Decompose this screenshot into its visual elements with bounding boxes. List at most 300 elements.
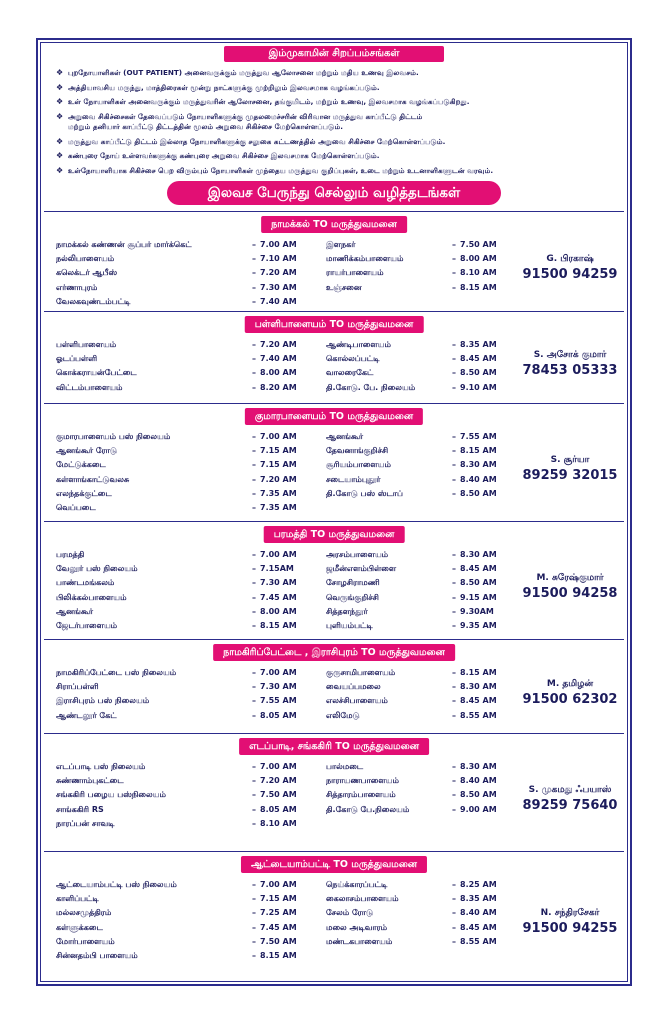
stop-name: சடையாம்புதூர் [326, 474, 381, 484]
diamond-bullet-icon: ❖ [56, 136, 64, 146]
stop-row [326, 281, 516, 295]
stop-time: 7.50 AM [260, 790, 297, 800]
stop-time: 8.45 AM [460, 354, 497, 364]
dash-separator: – [252, 432, 256, 441]
stop-row [56, 548, 316, 562]
diamond-bullet-icon: ❖ [56, 151, 64, 160]
dash-separator: – [452, 254, 456, 264]
stop-row [56, 338, 316, 352]
stop-name: கைலாசம்பாளையம் [326, 894, 399, 904]
feature-item-continued [56, 122, 624, 132]
stop-row [56, 605, 316, 619]
dash-separator: – [452, 682, 456, 692]
dash-separator: – [452, 804, 456, 814]
contact-name: S. முகமது ஃபயாஸ் [528, 785, 612, 795]
stop-name: சித்தாரம்பாளையம் [326, 790, 396, 800]
dash-separator: – [452, 776, 456, 786]
stop-row [56, 935, 316, 949]
dash-separator: – [252, 922, 256, 932]
dash-separator: – [452, 606, 456, 616]
route-section [44, 851, 624, 979]
stop-row [56, 760, 316, 774]
stop-time: 8.40 AM [460, 474, 497, 484]
stop-name: மண்டகபாளையம் [326, 936, 393, 946]
stop-row [326, 266, 516, 280]
stop-row [326, 352, 516, 366]
stop-time: 7.00 AM [260, 880, 297, 889]
stop-time: 8.40 AM [460, 908, 497, 918]
dash-separator: – [452, 432, 456, 441]
stops-column-right [326, 878, 516, 949]
dash-separator: – [452, 282, 456, 292]
stop-name: நெய்க்காரப்பட்டி [326, 880, 388, 889]
stop-time: 7.30 AM [260, 282, 297, 292]
stop-row [56, 878, 316, 892]
stop-name: சிராப்பள்ளி [56, 682, 99, 692]
stops-column-right [326, 666, 516, 723]
stop-row [326, 591, 516, 605]
free-bus-routes-banner: இலவச பேருந்து செல்லும் வழித்தடங்கள் [167, 181, 501, 205]
stops-column-right [326, 760, 516, 817]
route-contact [518, 252, 622, 284]
stop-row [326, 666, 516, 680]
feature-text: உள்நோயாளியாக சிகிச்சை பெற விரும்பும் நோயாளிகள் முந்தைய மருத்துவ குறிப்புகள், உடை மற்றும் உடனாளிகளுடன் வரவும். [68, 165, 494, 175]
stop-row [326, 921, 516, 935]
stop-row [326, 576, 516, 590]
feature-item [56, 166, 624, 176]
stop-time: 8.45 AM [460, 564, 497, 574]
dash-separator: – [252, 474, 256, 484]
stop-time: 7.25 AM [260, 908, 297, 918]
dash-separator: – [252, 776, 256, 786]
contact-phone[interactable]: 89259 75640 [522, 798, 618, 813]
stop-row [56, 774, 316, 788]
contact-name: N. சந்திரசேகர் [540, 908, 600, 918]
dash-separator: – [452, 922, 456, 932]
route-title: பரமத்தி TO மருத்துவமனை [264, 526, 405, 543]
dash-separator: – [252, 240, 256, 249]
dash-separator: – [252, 894, 256, 904]
route-title: ஆட்டையாம்பட்டி TO மருத்துவமனை [241, 856, 427, 873]
stops-column-right [326, 430, 516, 501]
stop-name: பள்ளிபாளையம் [56, 340, 117, 349]
dash-separator: – [452, 592, 456, 602]
stop-row [56, 501, 316, 515]
stop-time: 7.30 AM [260, 578, 297, 588]
dash-separator: – [252, 282, 256, 292]
stop-name: எலிமேடு [326, 710, 360, 720]
dash-separator: – [452, 621, 456, 631]
stop-time: 8.05 AM [260, 804, 297, 814]
stop-row [56, 817, 316, 831]
stop-row [56, 906, 316, 920]
stop-row [56, 892, 316, 906]
stop-time: 7.35 AM [260, 503, 297, 513]
dash-separator: – [452, 474, 456, 484]
dash-separator: – [452, 368, 456, 378]
feature-text: மருத்துவ காப்பீட்டு திட்டம் இல்லாத நோயாளிகளுக்கு சலுகை கட்டணத்தில் அறுவை சிகிச்சை மேற்கொள்ளப்படும். [68, 136, 446, 146]
stop-time: 8.50 AM [460, 368, 497, 378]
flyer-content [44, 46, 624, 979]
feature-text: அறுவை சிகிச்சைகள் தேவைப்படும் நோயாளிகளுக்கு முதலமைச்சரின் விரிவான மருத்துவ காப்பீட்டு திட்டம் [68, 111, 423, 121]
stop-name: கலெக்டர் ஆபீஸ் [56, 268, 118, 278]
stop-name: மோர்பாளையம் [56, 936, 115, 946]
diamond-bullet-icon: ❖ [56, 165, 64, 175]
stop-name: ஆனங்கூர் [326, 432, 364, 441]
dash-separator: – [252, 951, 256, 961]
dash-separator: – [452, 908, 456, 918]
stop-row [326, 619, 516, 633]
stop-time: 7.45 AM [260, 922, 297, 932]
dash-separator: – [252, 592, 256, 602]
stops-column-left [56, 430, 316, 515]
stop-row [56, 266, 316, 280]
stop-row [56, 694, 316, 708]
stop-row [326, 238, 516, 252]
stops-column-left [56, 666, 316, 723]
route-title: பள்ளிபாளையம் TO மருத்துவமனை [245, 316, 424, 333]
contact-phone[interactable]: 89259 32015 [522, 468, 618, 483]
stop-name: நாமக்கல் கண்ணன் சூப்பர் மார்க்கெட் [56, 240, 192, 249]
stop-time: 8.25 AM [460, 880, 497, 889]
stop-row [326, 694, 516, 708]
dash-separator: – [452, 460, 456, 470]
stop-row [56, 281, 316, 295]
dash-separator: – [252, 340, 256, 349]
stop-time: 8.30 AM [460, 460, 497, 470]
stop-time: 9.30AM [460, 606, 494, 616]
stop-row [326, 788, 516, 802]
stop-row [56, 487, 316, 501]
stop-row [326, 366, 516, 380]
feature-item [56, 68, 624, 78]
stop-name: தி.கோடு பஸ் ஸ்டாப் [326, 488, 403, 498]
stop-name: சூரியம்பாளையம் [326, 460, 391, 470]
route-contact [518, 348, 622, 380]
stop-name: பரமத்தி [56, 550, 85, 559]
feature-text: உள் நோயாளிகள் அனைவருக்கும் மருத்துவரின் ஆலோசனை, தங்குமிடம், மற்றும் உணவு, இலவசமாக வழங்கப்படுகிறது. [68, 97, 470, 106]
dash-separator: – [252, 762, 256, 771]
route-title: எடப்பாடி, சங்ககிரி TO மருத்துவமனை [239, 738, 429, 755]
dash-separator: – [452, 710, 456, 720]
stop-row [326, 444, 516, 458]
dash-separator: – [252, 550, 256, 559]
stop-time: 8.50 AM [460, 488, 497, 498]
route-section [44, 733, 624, 851]
stop-time: 8.15 AM [460, 668, 497, 677]
contact-phone[interactable]: 91500 62302 [522, 692, 618, 707]
dash-separator: – [452, 880, 456, 889]
stop-name: எலந்தக்குட்டை [56, 488, 112, 498]
dash-separator: – [252, 254, 256, 264]
stop-time: 7.40 AM [260, 296, 297, 306]
dash-separator: – [252, 503, 256, 513]
stop-name: சுண்ணாம்புகட்டை [56, 776, 124, 786]
route-section [44, 639, 624, 733]
feature-item [56, 112, 624, 122]
stop-row [326, 487, 516, 501]
stop-row [56, 562, 316, 576]
stop-name: மலை அடிவாரம் [326, 922, 388, 932]
dash-separator: – [452, 354, 456, 364]
stop-row [56, 366, 316, 380]
stop-row [56, 921, 316, 935]
stop-name: பால்மடை [326, 762, 364, 771]
stop-name: காளிப்பட்டி [56, 894, 99, 904]
stop-time: 8.35 AM [460, 340, 497, 349]
stop-time: 7.30 AM [260, 682, 297, 692]
stop-name: நல்லிபாளையம் [56, 254, 115, 264]
feature-text: அத்தியாவசிய மருந்து, மாத்திரைகள் மூன்று நாட்களுக்கு முற்றிலும் இலவசமாக வழங்கப்படும். [68, 82, 380, 92]
dash-separator: – [452, 340, 456, 349]
dash-separator: – [452, 240, 456, 249]
dash-separator: – [252, 908, 256, 918]
dash-separator: – [452, 550, 456, 559]
stop-name: ஆண்டலூர் கேட் [56, 710, 117, 720]
dash-separator: – [252, 880, 256, 889]
stop-time: 8.00 AM [260, 606, 297, 616]
dash-separator: – [452, 268, 456, 278]
stop-row [56, 709, 316, 723]
stop-name: குருசாமிபாளையம் [326, 668, 396, 677]
stop-time: 7.55 AM [460, 432, 497, 441]
stop-name: வையப்பமலை [326, 682, 381, 692]
dash-separator: – [252, 668, 256, 677]
dash-separator: – [252, 382, 256, 392]
stops-column-right [326, 338, 516, 395]
stop-time: 7.40 AM [260, 354, 297, 364]
stop-row [326, 906, 516, 920]
contact-name: G. பிரகாஷ் [546, 254, 594, 264]
stop-row [56, 295, 316, 309]
stop-name: எலச்சிபாளையம் [326, 696, 388, 706]
stops-column-left [56, 760, 316, 831]
dash-separator: – [252, 354, 256, 364]
stop-name: ஜேடர்பாளையம் [56, 621, 118, 631]
feature-item [56, 151, 624, 161]
stop-name: தி.கோடு. பே. நிலையம் [326, 382, 416, 392]
stop-row [56, 352, 316, 366]
stop-row [56, 458, 316, 472]
routes-container [44, 211, 624, 979]
stop-time: 8.30 AM [460, 762, 497, 771]
stop-time: 8.05 AM [260, 710, 297, 720]
dash-separator: – [452, 696, 456, 706]
stop-name: வேலூர் பஸ் நிலையம் [56, 564, 138, 574]
dash-separator: – [252, 606, 256, 616]
stop-row [326, 458, 516, 472]
contact-name: M. சுரேஷ்குமார் [536, 573, 604, 583]
stop-name: இராசிபுரம் பஸ் நிலையம் [56, 696, 150, 706]
stop-time: 8.45 AM [460, 696, 497, 706]
stop-time: 8.15 AM [460, 282, 497, 292]
diamond-bullet-icon: ❖ [56, 97, 64, 106]
stop-row [56, 591, 316, 605]
stop-time: 7.15 AM [260, 894, 297, 904]
stop-name: பாண்டமங்கலம் [56, 578, 115, 588]
stop-time: 8.00 AM [460, 254, 497, 264]
dash-separator: – [252, 368, 256, 378]
stops-column-left [56, 338, 316, 395]
stop-row [56, 949, 316, 963]
dash-separator: – [452, 762, 456, 771]
features-list [44, 68, 624, 175]
stop-time: 7.15AM [260, 564, 294, 574]
stop-name: சோழசிராமணி [326, 578, 380, 588]
stop-time: 7.15 AM [260, 460, 297, 470]
route-contact [518, 906, 622, 938]
stop-time: 7.50 AM [460, 240, 497, 249]
route-title: நாமக்கல் TO மருத்துவமனை [261, 216, 407, 233]
dash-separator: – [252, 296, 256, 306]
contact-name: S. சூர்யா [550, 455, 590, 465]
diamond-bullet-icon: ❖ [56, 82, 64, 92]
stop-row [56, 803, 316, 817]
stop-name: உஞ்சனை [326, 282, 362, 292]
stop-row [56, 666, 316, 680]
stop-time: 7.20 AM [260, 340, 297, 349]
route-contact [518, 453, 622, 485]
features-title: இம்முகாமின் சிறப்பம்சங்கள் [224, 46, 444, 62]
stop-time: 7.00 AM [260, 550, 297, 559]
dash-separator: – [252, 460, 256, 470]
dash-separator: – [452, 446, 456, 456]
dash-separator: – [452, 894, 456, 904]
stop-name: நாராயணபாளையம் [326, 776, 399, 786]
feature-item [56, 83, 624, 93]
contact-phone[interactable]: 91500 94259 [522, 267, 618, 282]
stop-name: ராயர்பாளையம் [326, 268, 384, 278]
route-section [44, 311, 624, 403]
stop-time: 7.00 AM [260, 432, 297, 441]
stop-row [326, 548, 516, 562]
stop-name: ஜமீன்எளம்பிள்ளை [326, 564, 397, 574]
stop-row [326, 338, 516, 352]
feature-text: புறநோயாளிகள் (OUT PATIENT) அனைவருக்கும் மருத்துவ ஆலோசனை மற்றும் மதிய உணவு இலவசம். [68, 68, 419, 77]
stop-row [326, 430, 516, 444]
stop-time: 8.55 AM [460, 710, 497, 720]
dash-separator: – [252, 790, 256, 800]
stop-row [326, 680, 516, 694]
stops-column-left [56, 878, 316, 963]
stop-name: ஆனங்கூர் [56, 606, 94, 616]
stop-time: 8.55 AM [460, 936, 497, 946]
stop-name: கள்ளுக்கடை [56, 922, 103, 932]
contact-phone[interactable]: 78453 05333 [522, 363, 618, 378]
feature-item [56, 97, 624, 107]
stop-row [326, 892, 516, 906]
stop-time: 8.30 AM [460, 682, 497, 692]
stop-name: மேட்டுக்கடை [56, 460, 106, 470]
stop-row [56, 619, 316, 633]
stop-time: 7.00 AM [260, 240, 297, 249]
stop-name: தி.கோடு பே.நிலையம் [326, 804, 410, 814]
stop-row [56, 381, 316, 395]
stop-time: 9.35 AM [460, 621, 497, 631]
dash-separator: – [252, 682, 256, 692]
stop-time: 7.20 AM [260, 474, 297, 484]
stop-time: 8.15 AM [460, 446, 497, 456]
stop-row [56, 444, 316, 458]
diamond-bullet-icon: ❖ [56, 111, 64, 121]
stop-name: வெருங்குறிச்சி [326, 592, 379, 602]
stops-column-left [56, 238, 316, 309]
stop-name: சங்ககிரி பழைய பஸ்நிலையம் [56, 790, 166, 800]
stop-row [56, 238, 316, 252]
stop-time: 7.50 AM [260, 936, 297, 946]
dash-separator: – [252, 710, 256, 720]
stop-row [326, 252, 516, 266]
stop-name: நாமகிரிப்பேட்டை பஸ் நிலையம் [56, 668, 177, 677]
dash-separator: – [452, 382, 456, 392]
dash-separator: – [252, 564, 256, 574]
stop-name: அரசம்பாளையம் [326, 550, 389, 559]
route-title: நாமகிரிப்பேட்டை , இராசிபுரம் TO மருத்துவமனை [213, 644, 455, 661]
stop-time: 7.20 AM [260, 776, 297, 786]
stop-time: 8.40 AM [460, 776, 497, 786]
diamond-bullet-icon: ❖ [56, 68, 64, 77]
contact-phone[interactable]: 91500 94255 [522, 921, 618, 936]
stops-column-right [326, 548, 516, 633]
dash-separator: – [452, 564, 456, 574]
stop-time: 7.00 AM [260, 762, 297, 771]
stops-column-left [56, 548, 316, 633]
contact-phone[interactable]: 91500 94258 [522, 586, 618, 601]
stop-row [56, 252, 316, 266]
stop-row [326, 473, 516, 487]
stop-time: 9.15 AM [460, 592, 497, 602]
route-section [44, 521, 624, 639]
stop-name: நாரப்பன் சாவடி [56, 818, 115, 828]
dash-separator: – [452, 578, 456, 588]
stop-name: ஆண்டிபாளையம் [326, 340, 391, 349]
stop-time: 7.35 AM [260, 488, 297, 498]
dash-separator: – [452, 936, 456, 946]
stop-name: ஓடப்பள்ளி [56, 354, 98, 364]
dash-separator: – [252, 488, 256, 498]
route-section [44, 403, 624, 521]
stop-name: வாலரைகேட் [326, 368, 374, 378]
dash-separator: – [252, 621, 256, 631]
stop-time: 8.20 AM [260, 382, 297, 392]
stop-name: பிலிக்கல்பாளையம் [56, 592, 127, 602]
feature-text: கண்புரை நோய் உள்ளவர்களுக்கு கண்புரை அறுவை சிகிச்சை இலவசமாக மேற்கொள்ளப்படும். [68, 151, 380, 160]
stop-name: ஆனங்கூர் ரோடு [56, 446, 118, 456]
stops-column-right [326, 238, 516, 295]
stop-name: எர்ணாபுரம் [56, 282, 98, 292]
stop-time: 9.10 AM [460, 382, 497, 392]
stop-time: 7.00 AM [260, 668, 297, 677]
stop-name: கொல்லப்பட்டி [326, 354, 380, 364]
stop-row [56, 430, 316, 444]
dash-separator: – [452, 488, 456, 498]
stop-name: கள்ளாங்காட்டுவலசு [56, 474, 130, 484]
stop-name: ஆட்டையாம்பட்டி பஸ் நிலையம் [56, 880, 177, 889]
dash-separator: – [252, 936, 256, 946]
stop-time: 7.15 AM [260, 446, 297, 456]
stop-name: சின்னதம்பி பாளையம் [56, 951, 138, 961]
stop-name: தேவனாங்குறிச்சி [326, 446, 389, 456]
stop-row [56, 473, 316, 487]
contact-name: M. தமிழன் [546, 679, 594, 689]
stop-row [326, 803, 516, 817]
route-contact [518, 783, 622, 815]
route-contact [518, 571, 622, 603]
stop-row [56, 680, 316, 694]
stop-time: 7.55 AM [260, 696, 297, 706]
stop-time: 8.45 AM [460, 922, 497, 932]
stop-name: இளநகர் [326, 240, 356, 249]
